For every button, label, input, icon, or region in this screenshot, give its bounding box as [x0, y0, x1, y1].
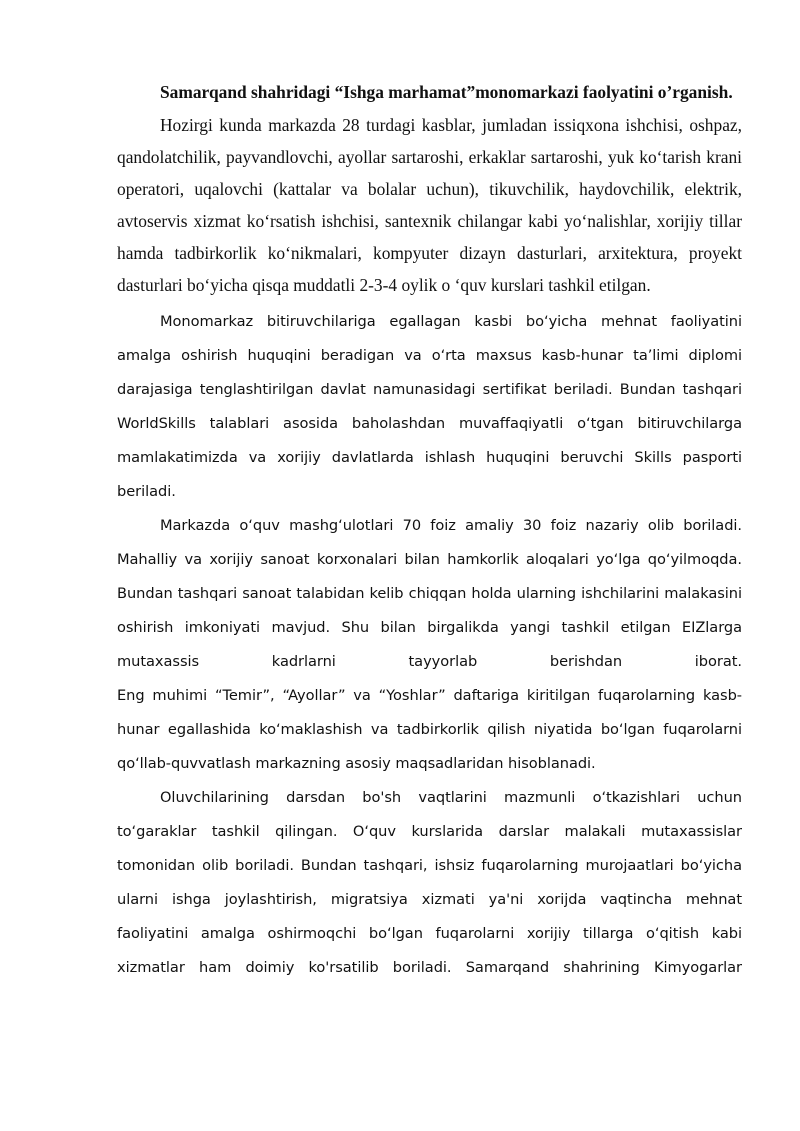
document-title: Samarqand shahridagi “Ishga marhamat”monomarkazi faolyatini o’rganish. [160, 82, 733, 102]
paragraph-certificate: Monomarkaz bitiruvchilariga egallagan kasbi bo‘yicha mehnat faoliyatini amalga oshirish huquqini beradigan va o‘rta maxsus kasb-hunar ta’limi diplomi darajasiga tenglashtirilgan davlat namunasidagi sertifikat beriladi. Bundan tashqari WorldSkills talablari asosida baholashdan muvaffaqiyatli o‘tgan bitiruvchilarga mamlakatimizda va xorijiy davlatlarda ishlash huquqini beruvchi Skills pasporti beriladi. [117, 313, 742, 500]
paragraph-services: Oluvchilarining darsdan bo'sh vaqtlarini mazmunli o‘tkazishlari uchun to‘garaklar tashkil qilingan. O‘quv kurslarida darslar malakali mutaxassislar tomonidan olib boriladi. Bundan tashqari, ishsiz fuqarolarning murojaatlari bo‘yicha ularni ishga joylashtirish, migratsiya xizmati ya'ni xorijda vaqtincha mehnat faoliyatini amalga oshirmoqchi bo‘lgan fuqarolarni xorijiy tillarga o‘qitish kabi xizmatlar ham doimiy ko'rsatilib boriladi. Samarqand shahrining Kimyogarlar [117, 789, 742, 976]
document-page [117, 76, 742, 985]
paragraph-goals: Eng muhimi “Temir”, “Ayollar” va “Yoshlar” daftariga kiritilgan fuqarolarning kasb-hunar egallashida ko‘maklashish va tadbirkorlik qilish niyatida bo‘lgan fuqarolarni qo‘llab-quvvatlash markazning asosiy maqsadlaridan hisoblanadi. [117, 687, 742, 772]
paragraph-training: Markazda o‘quv mashg‘ulotlari 70 foiz amaliy 30 foiz nazariy olib boriladi. Mahalliy va xorijiy sanoat korxonalari bilan hamkorlik aloqalari yo‘lga qo‘yilmoqda. Bundan tashqari sanoat talabidan kelib chiqqan holda ularning ishchilarini malakasini oshirish imkoniyati mavjud. Shu bilan birgalikda yangi tashkil etilgan EIZlarga mutaxassis kadrlarni tayyorlab berishdan iborat. [117, 517, 742, 670]
paragraph-courses: Hozirgi kunda markazda 28 turdagi kasblar, jumladan issiqxona ishchisi, oshpaz, qandolatchilik, payvandlovchi, ayollar sartaroshi, erkaklar sartaroshi, yuk ko‘tarish krani operatori, uqalovchi (kattalar va bolalar uchun), tikuvchilik, haydovchilik, elektrik, avtoservis xizmat ko‘rsatish ishchisi, santexnik chilangar kabi yo‘nalishlar, xorijiy tillar hamda tadbirkorlik ko‘nikmalari, kompyuter dizayn dasturlari, arxitektura, proyekt dasturlari bo‘yicha qisqa muddatli 2-3-4 oylik o ‘quv kurslari tashkil etilgan. [117, 115, 742, 295]
